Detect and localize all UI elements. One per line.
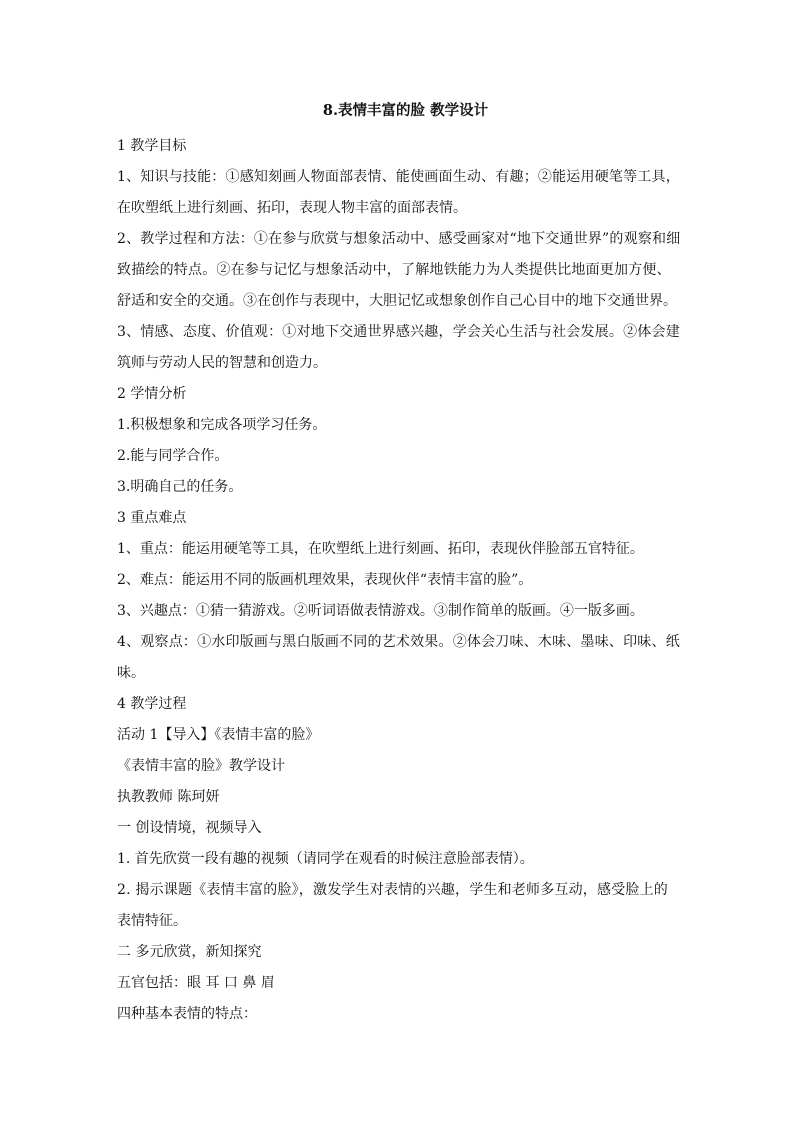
document-title: 8.表情丰富的脸 教学设计 — [322, 102, 489, 119]
section-heading-objectives: 1 教学目标 — [117, 138, 187, 154]
list-item: 1.积极想象和完成各项学习任务。 — [117, 417, 327, 433]
paragraph-line: 1. 首先欣赏一段有趣的视频（请同学在观看的时候注意脸部表情）。 — [117, 851, 534, 867]
document-body — [117, 131, 684, 1030]
paragraph-line: 3、兴趣点：①猜一猜游戏。②听词语做表情游戏。③制作简单的版画。④一版多画。 — [117, 603, 644, 619]
subsection-heading: 一 创设情境，视频导入 — [117, 820, 262, 836]
section-heading-analysis: 2 学情分析 — [117, 386, 187, 402]
paragraph-line: 《表情丰富的脸》教学设计 — [117, 758, 285, 774]
subsection-heading: 二 多元欣赏，新知探究 — [117, 944, 262, 960]
paragraph-line: 2. 揭示课题《表情丰富的脸》，激发学生对表情的兴趣，学生和老师多互动，感受脸上的 — [117, 882, 669, 898]
paragraph-line: 表情特征。 — [117, 913, 187, 929]
paragraph-line: 2、难点：能运用不同的版画机理效果，表现伙伴“表情丰富的脸”。 — [117, 572, 533, 588]
teacher-line: 执教教师 陈珂妍 — [117, 789, 220, 805]
paragraph-line: 致描绘的特点。②在参与记忆与想象活动中，了解地铁能力为人类提供比地面更加方便、 — [117, 262, 671, 278]
paragraph-line: 四种基本表情的特点： — [117, 1006, 257, 1022]
paragraph-line: 筑师与劳动人民的智慧和创造力。 — [117, 355, 327, 371]
paragraph-line: 1、重点：能运用硬笔等工具，在吹塑纸上进行刻画、拓印，表现伙伴脸部五官特征。 — [117, 541, 644, 557]
list-item: 2.能与同学合作。 — [117, 448, 229, 464]
paragraph-line: 1、知识与技能：①感知刻画人物面部表情、能使画面生动、有趣；②能运用硬笔等工具， — [117, 169, 680, 185]
paragraph-line: 2、教学过程和方法：①在参与欣赏与想象活动中、感受画家对“地下交通世界”的观察和细 — [117, 231, 681, 247]
list-item: 3.明确自己的任务。 — [117, 479, 243, 495]
paragraph-line: 4、观察点：①水印版画与黑白版画不同的艺术效果。②体会刀味、木味、墨味、印味、纸 — [117, 634, 680, 650]
paragraph-line: 3、情感、态度、价值观：①对地下交通世界感兴趣，学会关心生活与社会发展。②体会建 — [117, 324, 680, 340]
paragraph-line: 味。 — [117, 665, 145, 681]
paragraph-line: 五官包括：眼 耳 口 鼻 眉 — [117, 975, 275, 991]
section-heading-key-points: 3 重点难点 — [117, 510, 187, 526]
section-heading-process: 4 教学过程 — [117, 696, 187, 712]
paragraph-line: 在吹塑纸上进行刻画、拓印，表现人物丰富的面部表情。 — [117, 200, 467, 216]
paragraph-line: 舒适和安全的交通。③在创作与表现中，大胆记忆或想象创作自己心目中的地下交通世界。 — [117, 293, 677, 309]
activity-heading: 活动 1【导入】《表情丰富的脸》 — [117, 727, 320, 743]
